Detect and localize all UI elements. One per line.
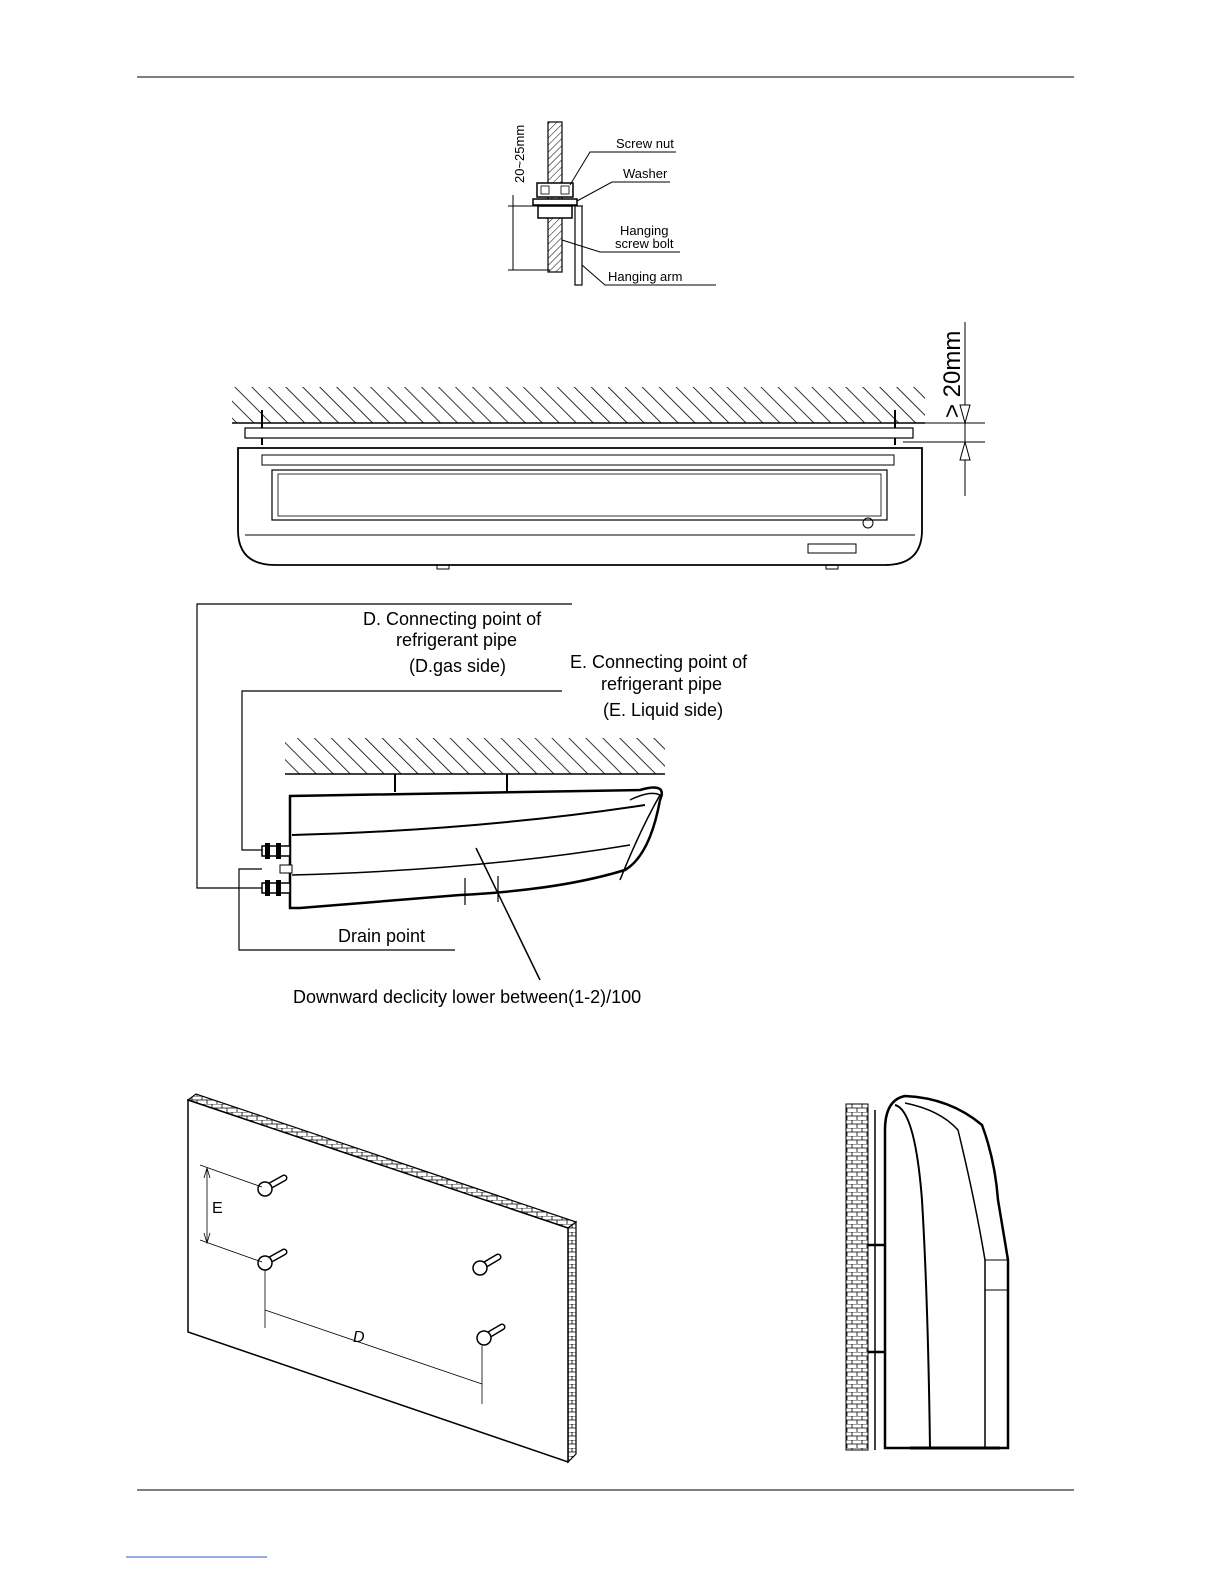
unit-front-view (232, 322, 985, 569)
indoor-unit-side-body (290, 788, 662, 908)
label-hanging-bolt-2: screw bolt (615, 236, 674, 251)
washer-shape (533, 199, 577, 205)
label-screw-nut: Screw nut (616, 136, 674, 151)
label-d-line3: (D.gas side) (409, 656, 507, 676)
label-e-line2: refrigerant pipe (601, 674, 723, 694)
label-e-line1: E. Connecting point of (570, 652, 748, 672)
ceiling-hatch (232, 387, 925, 423)
label-washer: Washer (623, 166, 668, 181)
dimension-d: D (353, 1329, 365, 1346)
unit-wall-side-view (846, 1096, 1008, 1450)
standing-unit-body (885, 1096, 1008, 1448)
hanging-bolt-detail (508, 122, 716, 285)
label-drain-point: Drain point (338, 926, 426, 946)
label-hanging-arm: Hanging arm (608, 269, 683, 284)
screw-nut-shape (537, 183, 573, 197)
label-hanging-bolt-1: Hanging (620, 223, 669, 238)
brick-wall (846, 1104, 868, 1450)
label-d-line1: D. Connecting point of (363, 609, 542, 629)
dimension-e: E (212, 1200, 223, 1217)
dimension-20-25mm: 20~25mm (512, 124, 527, 183)
unit-side-view (197, 604, 748, 1007)
display-panel (808, 544, 856, 553)
wall-face (188, 1100, 568, 1462)
clearance-dimension: > 20mm (939, 330, 966, 418)
gas-pipe-connector (262, 843, 290, 859)
ceiling-hatch-side (285, 738, 665, 774)
wall-bolt-layout (188, 1094, 576, 1462)
label-e-line3: (E. Liquid side) (603, 700, 724, 720)
label-slope: Downward declicity lower between(1-2)/100 (293, 987, 642, 1007)
label-d-line2: refrigerant pipe (396, 630, 518, 650)
liquid-pipe-connector (262, 880, 290, 896)
